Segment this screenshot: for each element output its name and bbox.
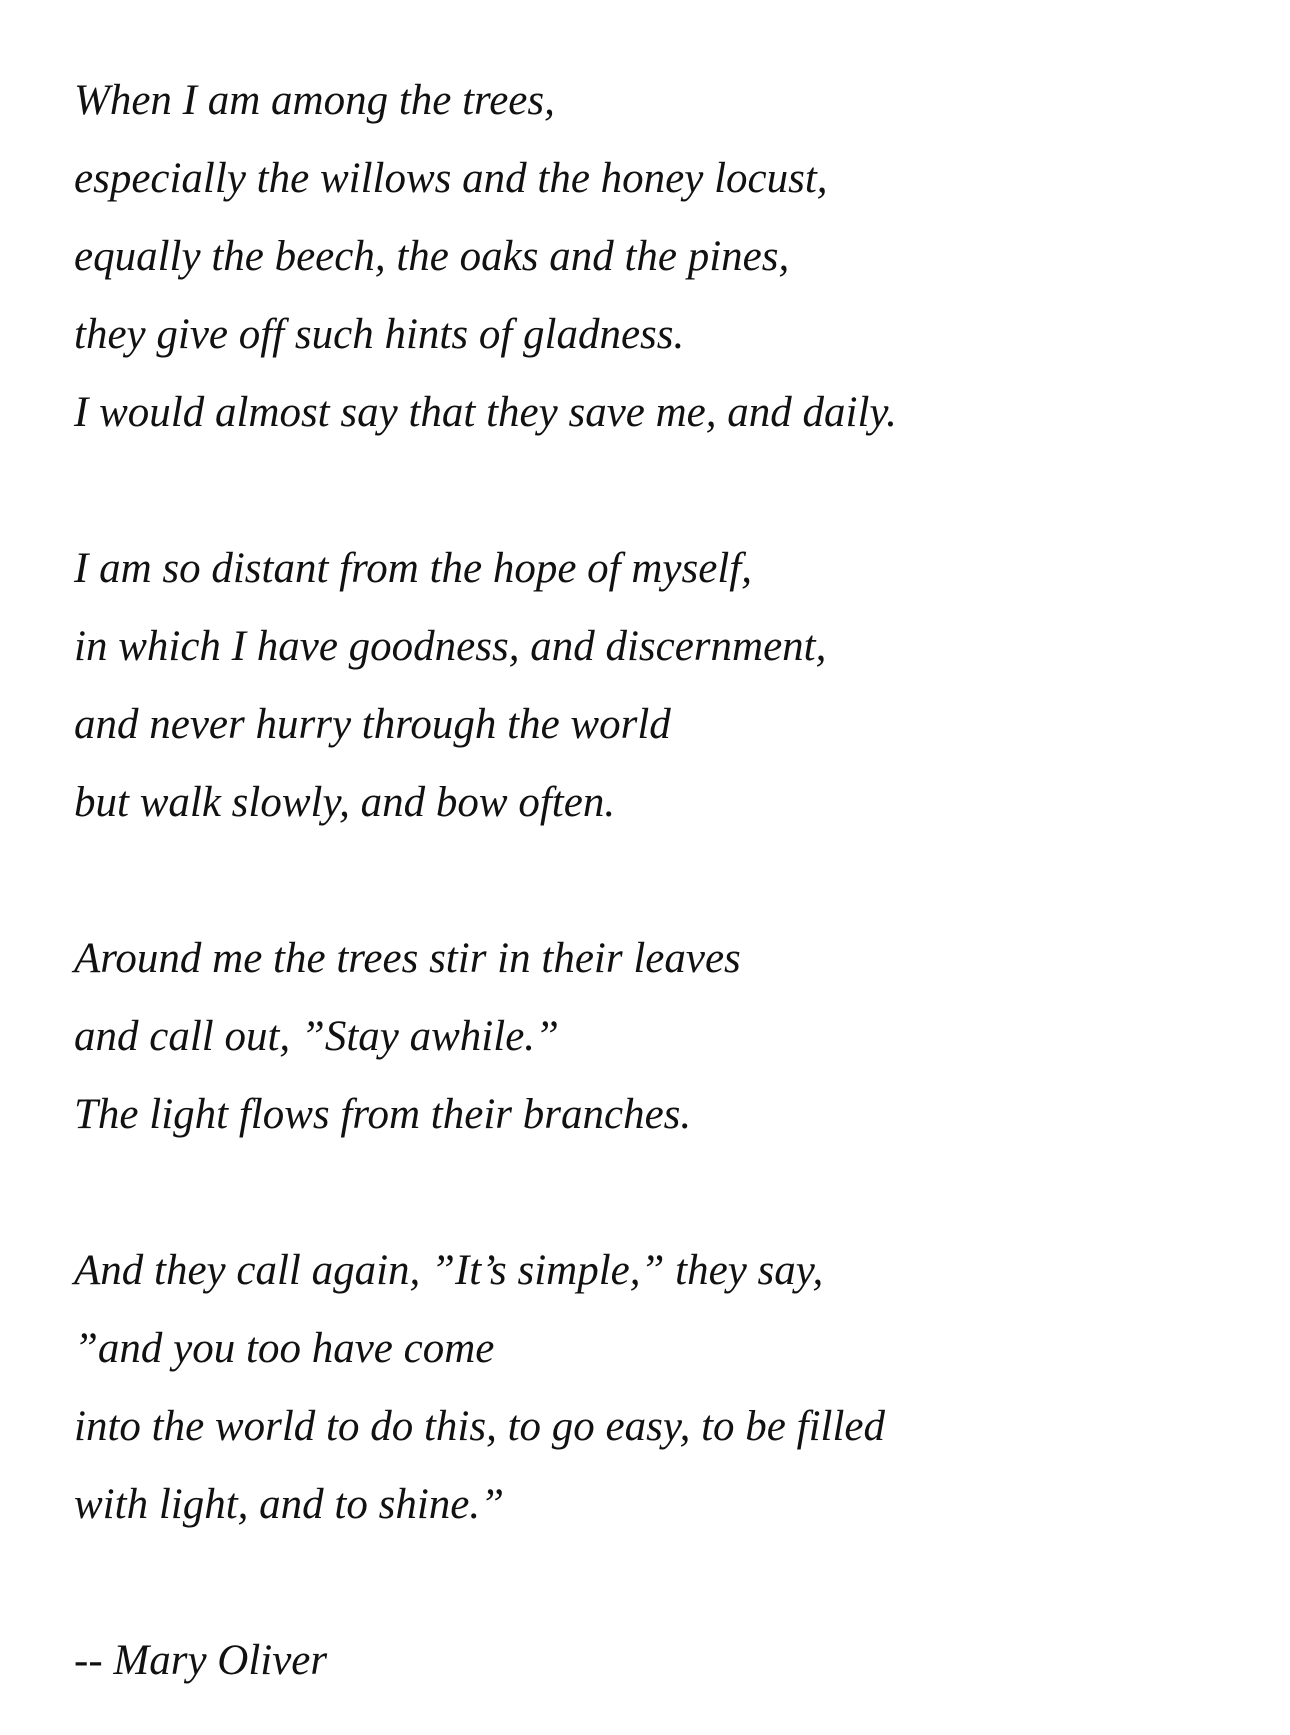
stanza-divider (74, 452, 1254, 530)
poem-line: especially the willows and the honey locust, (74, 155, 828, 202)
stanza-divider (74, 1544, 1254, 1622)
poem-line: I am so distant from the hope of myself, (74, 545, 752, 592)
poem-line: and never hurry through the world (74, 701, 671, 748)
poem-line: equally the beech, the oaks and the pines, (74, 233, 790, 280)
stanza-divider (74, 842, 1254, 920)
poem-text (74, 62, 1254, 1700)
stanza-1 (74, 62, 1254, 452)
attribution: -- Mary Oliver (74, 1637, 328, 1684)
poem-line: Around me the trees stir in their leaves (74, 935, 741, 982)
poem-line: with light, and to shine.” (74, 1481, 505, 1528)
poem-line: in which I have goodness, and discernment, (74, 623, 827, 670)
poem-line: The light flows from their branches. (74, 1091, 692, 1138)
poem-line: and call out, ”Stay awhile.” (74, 1013, 559, 1060)
poem-line: into the world to do this, to go easy, to be filled (74, 1403, 885, 1450)
poem-line: ”and you too have come (74, 1325, 495, 1372)
stanza-2 (74, 530, 1254, 842)
poem-line: I would almost say that they save me, and daily. (74, 389, 897, 436)
poem-line: they give off such hints of gladness. (74, 311, 685, 358)
stanza-3 (74, 920, 1254, 1154)
stanza-divider (74, 1154, 1254, 1232)
poem-line: And they call again, ”It’s simple,” they say, (74, 1247, 824, 1294)
poem-line: but walk slowly, and bow often. (74, 779, 616, 826)
poem-line: When I am among the trees, (74, 77, 555, 124)
stanza-4 (74, 1232, 1254, 1544)
